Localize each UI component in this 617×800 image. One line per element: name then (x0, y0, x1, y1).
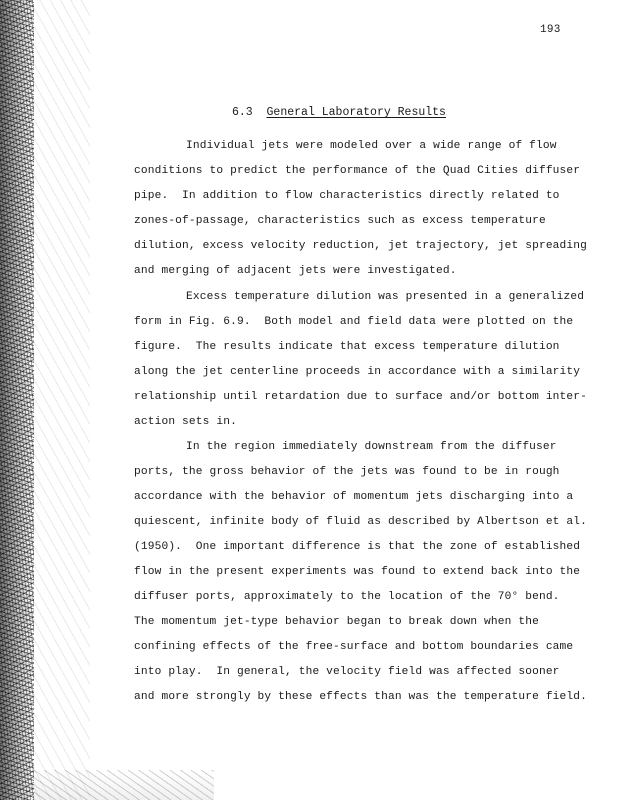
paragraph-2-line-1: Excess temperature dilution was presented in a generalized (186, 291, 585, 303)
section-heading: General Laboratory Results (266, 106, 446, 119)
section-number: 6.3 (232, 106, 253, 119)
scan-bottom-smudge (34, 770, 214, 800)
page-number: 193 (540, 24, 561, 36)
paragraph-2-line-5: relationship until retardation due to surface and/or bottom inter- (134, 391, 587, 403)
section-title (232, 106, 446, 119)
paragraph-2-line-3: figure. The results indicate that excess temperature dilution (134, 341, 560, 353)
paragraph-2-line-4: along the jet centerline proceeds in accordance with a similarity (134, 366, 581, 378)
paragraph-1-line-1: Individual jets were modeled over a wide range of flow (186, 140, 557, 152)
paragraph-1-line-6: and merging of adjacent jets were investigated. (134, 265, 457, 277)
paragraph-2-line-2: form in Fig. 6.9. Both model and field data were plotted on the (134, 316, 574, 328)
paragraph-3-line-9: confining effects of the free-surface and bottom boundaries came (134, 641, 574, 653)
scan-edge-fade (30, 0, 90, 800)
paragraph-1-line-5: dilution, excess velocity reduction, jet trajectory, jet spreading (134, 240, 587, 252)
paragraph-3-line-11: and more strongly by these effects than was the temperature field. (134, 691, 587, 703)
paragraph-3-line-4: quiescent, infinite body of fluid as described by Albertson et al. (134, 516, 587, 528)
paragraph-3-line-6: flow in the present experiments was found to extend back into the (134, 566, 581, 578)
paragraph-3-line-8: The momentum jet-type behavior began to break down when the (134, 616, 539, 628)
paragraph-3-line-5: (1950). One important difference is that the zone of established (134, 541, 581, 553)
paragraph-1-line-3: pipe. In addition to flow characteristics directly related to (134, 190, 560, 202)
paragraph-3-line-3: accordance with the behavior of momentum jets discharging into a (134, 491, 574, 503)
paragraph-3-line-10: into play. In general, the velocity field was affected sooner (134, 666, 560, 678)
paragraph-2-line-6: action sets in. (134, 416, 237, 428)
paragraph-1-line-2: conditions to predict the performance of the Quad Cities diffuser (134, 165, 581, 177)
scan-edge-noise (0, 0, 34, 800)
paragraph-3-line-7: diffuser ports, approximately to the location of the 70° bend. (134, 591, 560, 603)
paragraph-3-line-1: In the region immediately downstream from the diffuser (186, 441, 557, 453)
paragraph-1-line-4: zones-of-passage, characteristics such as excess temperature (134, 215, 546, 227)
paragraph-3-line-2: ports, the gross behavior of the jets was found to be in rough (134, 466, 560, 478)
